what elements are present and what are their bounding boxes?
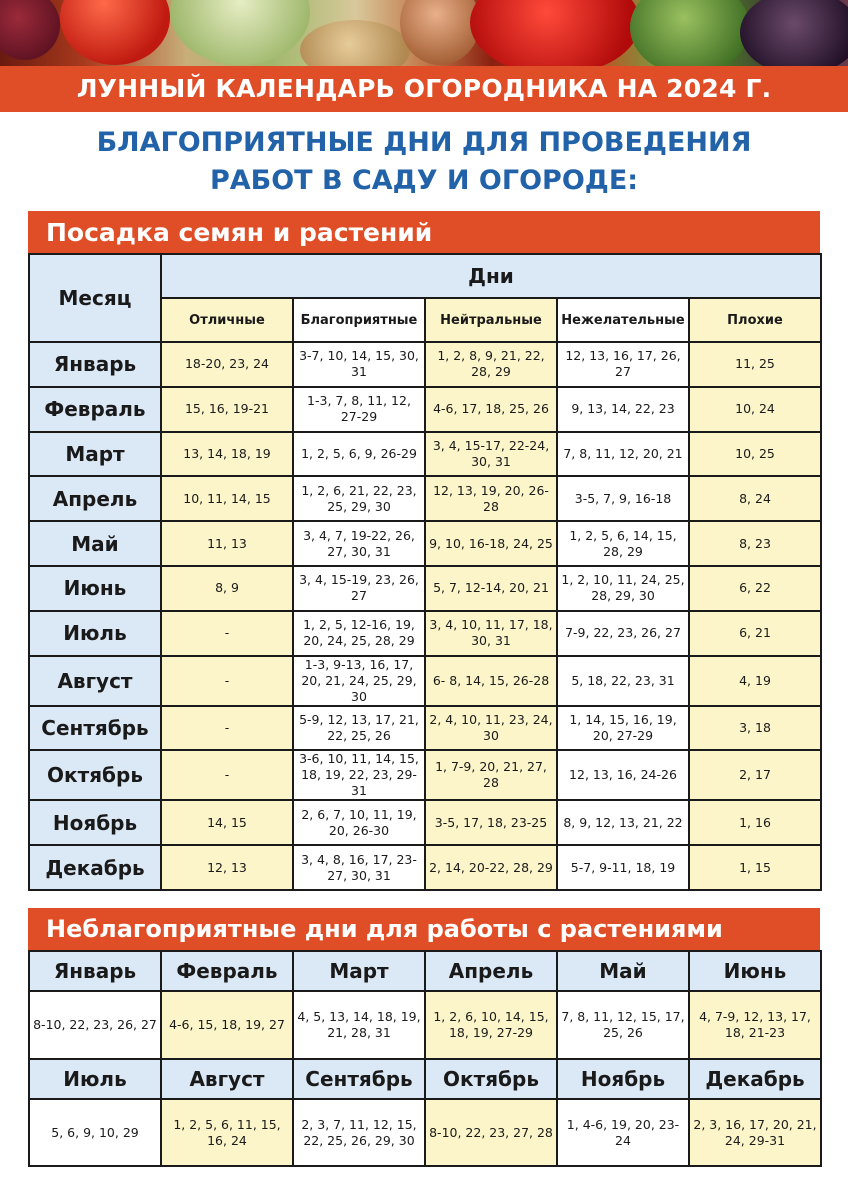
month-cell: Ноябрь	[29, 800, 161, 845]
unfavorable-days-cell: 7, 8, 11, 12, 15, 17, 25, 26	[557, 991, 689, 1059]
unfavorable-days-cell: 2, 3, 7, 11, 12, 15, 22, 25, 26, 29, 30	[293, 1099, 425, 1166]
column-header-undesirable: Нежелательные	[557, 298, 689, 342]
days-cell-undesirable: 3-5, 7, 9, 16-18	[557, 476, 689, 521]
days-cell-bad: 6, 22	[689, 566, 821, 611]
days-cell-neutral: 2, 14, 20-22, 28, 29	[425, 845, 557, 890]
table-row	[29, 521, 821, 566]
unfavorable-days-cell: 8-10, 22, 23, 26, 27	[29, 991, 161, 1059]
days-row	[29, 1099, 821, 1166]
month-header-cell: Июнь	[689, 951, 821, 991]
days-cell-bad: 11, 25	[689, 342, 821, 387]
days-cell-excellent: 12, 13	[161, 845, 293, 890]
subtitle-line-1: БЛАГОПРИЯТНЫЕ ДНИ ДЛЯ ПРОВЕДЕНИЯ	[96, 127, 752, 158]
table-row	[29, 845, 821, 890]
month-cell: Декабрь	[29, 845, 161, 890]
unfavorable-days-cell: 2, 3, 16, 17, 20, 21, 24, 29-31	[689, 1099, 821, 1166]
month-header-row	[29, 951, 821, 991]
days-cell-neutral: 9, 10, 16-18, 24, 25	[425, 521, 557, 566]
month-header-cell: Февраль	[161, 951, 293, 991]
table-row	[29, 387, 821, 432]
page-title: ЛУННЫЙ КАЛЕНДАРЬ ОГОРОДНИКА НА 2024 Г.	[0, 66, 848, 112]
days-cell-undesirable: 12, 13, 16, 17, 26, 27	[557, 342, 689, 387]
table-row	[29, 342, 821, 387]
days-cell-bad: 6, 21	[689, 611, 821, 656]
days-cell-excellent: 18-20, 23, 24	[161, 342, 293, 387]
table-row	[29, 611, 821, 656]
unfavorable-days-cell: 5, 6, 9, 10, 29	[29, 1099, 161, 1166]
month-header-cell: Май	[557, 951, 689, 991]
vegetables-banner-image	[0, 0, 848, 68]
tomato-shape	[60, 0, 170, 65]
days-cell-bad: 10, 25	[689, 432, 821, 477]
days-cell-excellent: -	[161, 611, 293, 656]
days-cell-favorable: 2, 6, 7, 10, 11, 19, 20, 26-30	[293, 800, 425, 845]
unfavorable-days-cell: 1, 4-6, 19, 20, 23-24	[557, 1099, 689, 1166]
days-cell-neutral: 12, 13, 19, 20, 26-28	[425, 476, 557, 521]
days-cell-excellent: -	[161, 706, 293, 751]
days-cell-favorable: 3, 4, 15-19, 23, 26, 27	[293, 566, 425, 611]
cabbage-shape	[170, 0, 310, 65]
days-cell-neutral: 6- 8, 14, 15, 26-28	[425, 656, 557, 706]
days-cell-excellent: 13, 14, 18, 19	[161, 432, 293, 477]
greens-shape	[630, 0, 750, 68]
potato-shape	[300, 20, 410, 68]
unfavorable-days-cell: 4-6, 15, 18, 19, 27	[161, 991, 293, 1059]
days-cell-excellent: 8, 9	[161, 566, 293, 611]
days-cell-neutral: 1, 7-9, 20, 21, 27, 28	[425, 750, 557, 800]
days-cell-favorable: 5-9, 12, 13, 17, 21, 22, 25, 26	[293, 706, 425, 751]
month-cell: Август	[29, 656, 161, 706]
days-cell-bad: 10, 24	[689, 387, 821, 432]
month-cell: Январь	[29, 342, 161, 387]
month-header-cell: Август	[161, 1059, 293, 1099]
days-cell-excellent: 10, 11, 14, 15	[161, 476, 293, 521]
days-cell-favorable: 3-6, 10, 11, 14, 15, 18, 19, 22, 23, 29-31	[293, 750, 425, 800]
days-cell-bad: 1, 15	[689, 845, 821, 890]
planting-table	[28, 253, 822, 891]
days-cell-bad: 3, 18	[689, 706, 821, 751]
days-cell-undesirable: 7, 8, 11, 12, 20, 21	[557, 432, 689, 477]
unfavorable-days-cell: 4, 7-9, 12, 13, 17, 18, 21-23	[689, 991, 821, 1059]
days-cell-neutral: 3, 4, 10, 11, 17, 18, 30, 31	[425, 611, 557, 656]
days-cell-excellent: -	[161, 750, 293, 800]
days-cell-neutral: 5, 7, 12-14, 20, 21	[425, 566, 557, 611]
days-cell-bad: 8, 24	[689, 476, 821, 521]
days-cell-neutral: 3-5, 17, 18, 23-25	[425, 800, 557, 845]
table-row	[29, 566, 821, 611]
unfavorable-days-cell: 1, 2, 5, 6, 11, 15, 16, 24	[161, 1099, 293, 1166]
days-cell-favorable: 1-3, 9-13, 16, 17, 20, 21, 24, 25, 29, 30	[293, 656, 425, 706]
column-header-bad: Плохие	[689, 298, 821, 342]
days-cell-undesirable: 8, 9, 12, 13, 21, 22	[557, 800, 689, 845]
days-cell-bad: 8, 23	[689, 521, 821, 566]
days-cell-neutral: 4-6, 17, 18, 25, 26	[425, 387, 557, 432]
days-cell-undesirable: 5-7, 9-11, 18, 19	[557, 845, 689, 890]
days-cell-undesirable: 1, 2, 5, 6, 14, 15, 28, 29	[557, 521, 689, 566]
unfavorable-section-title: Неблагоприятные дни для работы с растениями	[28, 908, 820, 951]
month-cell: Февраль	[29, 387, 161, 432]
beet-shape	[0, 0, 60, 60]
days-cell-neutral: 1, 2, 8, 9, 21, 22, 28, 29	[425, 342, 557, 387]
month-cell: Июль	[29, 611, 161, 656]
days-cell-bad: 4, 19	[689, 656, 821, 706]
unfavorable-days-cell: 8-10, 22, 23, 27, 28	[425, 1099, 557, 1166]
month-header-cell: Сентябрь	[293, 1059, 425, 1099]
days-cell-favorable: 3, 4, 7, 19-22, 26, 27, 30, 31	[293, 521, 425, 566]
month-header-cell: Январь	[29, 951, 161, 991]
days-cell-favorable: 1, 2, 6, 21, 22, 23, 25, 29, 30	[293, 476, 425, 521]
month-header-row	[29, 1059, 821, 1099]
days-cell-excellent: -	[161, 656, 293, 706]
days-cell-undesirable: 7-9, 22, 23, 26, 27	[557, 611, 689, 656]
days-cell-favorable: 1, 2, 5, 12-16, 19, 20, 24, 25, 28, 29	[293, 611, 425, 656]
unfavorable-days-cell: 4, 5, 13, 14, 18, 19, 21, 28, 31	[293, 991, 425, 1059]
unfavorable-days-cell: 1, 2, 6, 10, 14, 15, 18, 19, 27-29	[425, 991, 557, 1059]
subtitle-line-2: РАБОТ В САДУ И ОГОРОДЕ:	[209, 165, 639, 196]
days-cell-undesirable: 12, 13, 16, 24-26	[557, 750, 689, 800]
days-cell-favorable: 3, 4, 8, 16, 17, 23-27, 30, 31	[293, 845, 425, 890]
days-row	[29, 991, 821, 1059]
days-cell-excellent: 15, 16, 19-21	[161, 387, 293, 432]
days-cell-excellent: 14, 15	[161, 800, 293, 845]
table-row	[29, 750, 821, 800]
eggplant-shape	[740, 0, 848, 68]
days-cell-favorable: 1, 2, 5, 6, 9, 26-29	[293, 432, 425, 477]
column-header-excellent: Отличные	[161, 298, 293, 342]
days-cell-undesirable: 9, 13, 14, 22, 23	[557, 387, 689, 432]
table-row	[29, 656, 821, 706]
days-column-header: Дни	[161, 254, 821, 298]
month-header-cell: Апрель	[425, 951, 557, 991]
days-cell-bad: 1, 16	[689, 800, 821, 845]
days-cell-undesirable: 1, 14, 15, 16, 19, 20, 27-29	[557, 706, 689, 751]
onion-shape	[400, 0, 480, 65]
month-column-header: Месяц	[29, 254, 161, 342]
month-header-cell: Июль	[29, 1059, 161, 1099]
days-cell-neutral: 3, 4, 15-17, 22-24, 30, 31	[425, 432, 557, 477]
table-row	[29, 432, 821, 477]
unfavorable-table	[28, 950, 822, 1167]
month-cell: Сентябрь	[29, 706, 161, 751]
days-cell-undesirable: 5, 18, 22, 23, 31	[557, 656, 689, 706]
days-cell-neutral: 2, 4, 10, 11, 23, 24, 30	[425, 706, 557, 751]
page-subtitle	[0, 124, 848, 200]
month-header-cell: Декабрь	[689, 1059, 821, 1099]
month-cell: Июнь	[29, 566, 161, 611]
days-cell-favorable: 3-7, 10, 14, 15, 30, 31	[293, 342, 425, 387]
days-cell-bad: 2, 17	[689, 750, 821, 800]
column-header-neutral: Нейтральные	[425, 298, 557, 342]
month-cell: Март	[29, 432, 161, 477]
month-cell: Апрель	[29, 476, 161, 521]
month-header-cell: Ноябрь	[557, 1059, 689, 1099]
month-header-cell: Март	[293, 951, 425, 991]
days-cell-excellent: 11, 13	[161, 521, 293, 566]
month-cell: Май	[29, 521, 161, 566]
planting-section-title: Посадка семян и растений	[28, 211, 820, 254]
pepper-shape	[470, 0, 640, 68]
days-cell-favorable: 1-3, 7, 8, 11, 12, 27-29	[293, 387, 425, 432]
month-cell: Октябрь	[29, 750, 161, 800]
column-header-favorable: Благоприятные	[293, 298, 425, 342]
table-row	[29, 476, 821, 521]
days-cell-undesirable: 1, 2, 10, 11, 24, 25, 28, 29, 30	[557, 566, 689, 611]
table-row	[29, 706, 821, 751]
month-header-cell: Октябрь	[425, 1059, 557, 1099]
table-row	[29, 800, 821, 845]
